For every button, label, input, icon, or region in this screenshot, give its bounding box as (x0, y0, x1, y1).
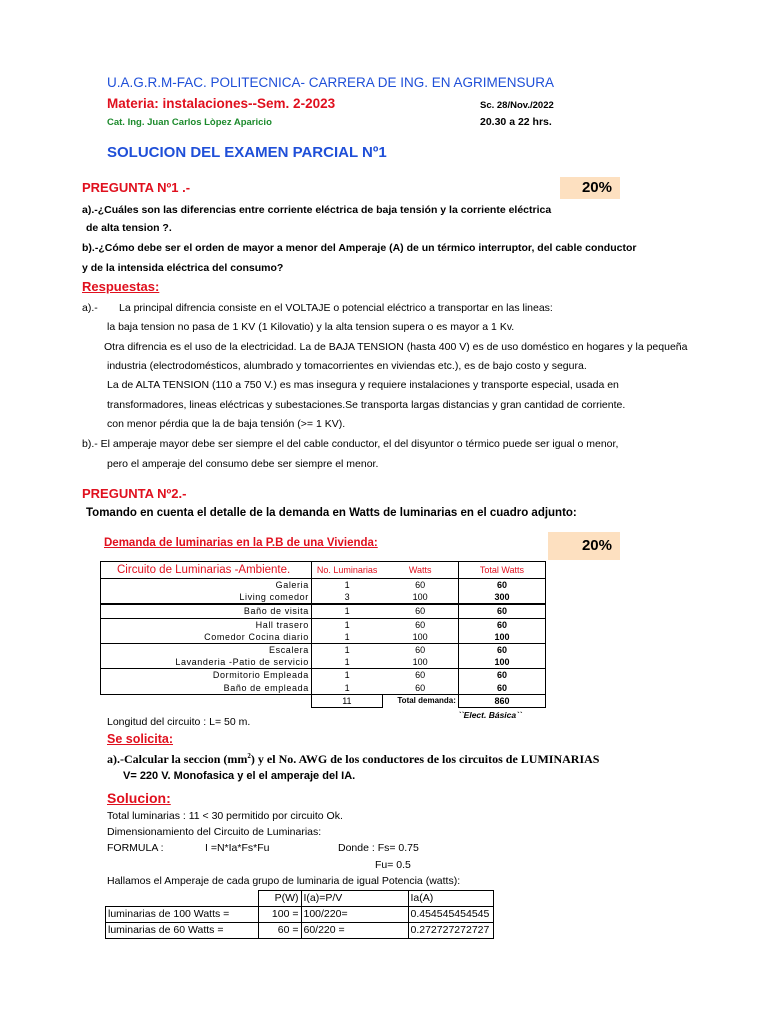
luminaire-total: 60 (458, 643, 545, 656)
luminaire-total: 60 (458, 579, 545, 592)
request-line1-pre: a).-Calcular la seccion (mm (107, 752, 248, 766)
luminaire-watts: 60 (415, 645, 426, 656)
luminaire-watts: 100 (382, 591, 458, 604)
question-1a-line2: de alta tension ?. (86, 222, 172, 234)
luminaire-ambient: Galeria (101, 579, 312, 592)
answer-a-line: la baja tension no pasa de 1 KV (1 Kilovatio) y la alta tension supera o es mayor a 1 Kv. (107, 321, 515, 333)
amp-group-label: luminarias de 100 Watts = (106, 907, 259, 923)
luminaire-watts: 60 (415, 580, 426, 591)
amperage-row (106, 907, 494, 923)
question-1-percent: 20% (560, 177, 620, 199)
total-demand-watts: 860 (458, 694, 545, 707)
amp-col-header-power: P(W) (258, 891, 301, 907)
amp-current: 0.454545454545 (408, 907, 493, 923)
solution-heading: Solucion: (107, 790, 171, 806)
luminaire-watts: 60 (382, 604, 458, 618)
luminaire-count: 1 (311, 656, 382, 669)
luminaire-row (101, 669, 546, 682)
amp-power: 60 = (258, 923, 301, 939)
amperage-table (105, 890, 494, 939)
request-heading: Se solicita: (107, 732, 173, 746)
amp-group-label: luminarias de 60 Watts = (106, 923, 259, 939)
time-label: 20.30 a 22 hrs. (480, 116, 552, 128)
solution-line1: Total luminarias : 11 < 30 permitido por circuito Ok. (107, 810, 343, 822)
luminaire-count: 1 (344, 670, 350, 681)
luminaire-row (101, 682, 546, 695)
professor-name: Cat. Ing. Juan Carlos Lòpez Aparicio (107, 117, 272, 128)
amp-formula: 100/220= (301, 907, 408, 923)
question-1a-line1: a).-¿Cuáles son las diferencias entre corriente eléctrica de baja tensión y la corriente eléctrica (82, 204, 552, 216)
luminaire-row (101, 643, 546, 656)
answer-a-line: industria (electrodomésticos, alumbrado y tomacorrientes en viviendas etc.), es de bajo costo y segura. (107, 360, 587, 372)
answer-a-line: con menor pérdia que la de baja tensión (>= 1 KV). (107, 418, 346, 430)
amperage-intro: Hallamos el Amperaje de cada grupo de luminaria de igual Potencia (watts): (107, 875, 461, 887)
luminaire-count: 1 (311, 631, 382, 644)
luminaire-count: 1 (344, 645, 350, 656)
amp-col-header-current: Ia(A) (408, 891, 493, 907)
page-title: SOLUCION DEL EXAMEN PARCIAL Nº1 (107, 144, 387, 161)
luminaire-ambient: Baño de empleada (101, 682, 312, 695)
question-1-heading: PREGUNTA Nº1 .- (82, 180, 191, 195)
amp-current: 0.272727272727 (408, 923, 493, 939)
circuit-length: Longitud del circuito : L= 50 m. (107, 716, 251, 728)
request-line1-sup: 2 (247, 752, 251, 760)
luminaire-row (101, 656, 546, 669)
answer-a-line: Otra difrencia es el uso de la electricidad. La de BAJA TENSION (hasta 400 V) es de uso doméstico en hogares y la pequeña (104, 341, 688, 353)
luminaire-total: 60 (458, 682, 545, 695)
luminaire-watts: 100 (382, 656, 458, 669)
request-line1 (107, 752, 599, 767)
table-note: ``Elect. Básica`` (458, 710, 522, 720)
luminaire-watts: 100 (382, 631, 458, 644)
question-2-percent: 20% (548, 532, 620, 560)
luminaire-watts: 60 (415, 619, 426, 630)
luminaire-watts: 60 (382, 682, 458, 695)
luminaire-count: 3 (311, 591, 382, 604)
formula-label: FORMULA : (107, 842, 164, 854)
answer-a-line: La de ALTA TENSION (110 a 750 V.) es mas insegura y requiere instalaciones y transporte especial, usada en (107, 379, 619, 391)
answer-b-line2: pero el amperaje del consumo debe ser siempre el menor. (107, 458, 379, 470)
col-header-total: Total Watts (458, 562, 545, 579)
luminaires-table-title: Demanda de luminarias en la P.B de una Vivienda: (104, 537, 378, 549)
luminaire-ambient: Hall trasero (101, 618, 312, 631)
luminaire-ambient: Escalera (101, 643, 312, 656)
total-demand-label: Total demanda: (382, 694, 458, 707)
formula: I =N*Ia*Fs*Fu (205, 842, 270, 854)
luminaire-total: 300 (458, 591, 545, 604)
answer-a-line: transformadores, lineas eléctricas y subestaciones.Se transporta largas distancias y gran cantidad de corriente. (107, 399, 626, 411)
luminaire-ambient: Baño de visita (101, 604, 312, 618)
luminaire-ambient: Dormitorio Empleada (101, 669, 312, 682)
col-header-circuit: Circuito de Luminarias -Ambiente. (101, 562, 312, 579)
date-label: Sc. 28/Nov./2022 (480, 100, 554, 111)
luminaire-total: 60 (458, 669, 545, 682)
amperage-row (106, 923, 494, 939)
luminaire-total: 100 (458, 656, 545, 669)
question-2-heading: PREGUNTA Nº2.- (82, 486, 187, 501)
formula-fu: Fu= 0.5 (375, 859, 411, 871)
total-count: 11 (311, 694, 382, 707)
luminaire-total: 60 (458, 618, 545, 631)
solution-line2: Dimensionamiento del Circuito de Luminarias: (107, 826, 322, 838)
luminaire-ambient: Living comedor (101, 591, 312, 604)
answers-heading: Respuestas: (82, 279, 160, 294)
luminaire-row (101, 591, 546, 604)
question-1b-line2: y de la intensida eléctrica del consumo? (82, 262, 284, 274)
answer-a-line: La principal difrencia consiste en el VOLTAJE o potencial eléctrico a transportar en las lineas: (119, 302, 553, 314)
institution-header: U.A.G.R.M-FAC. POLITECNICA- CARRERA DE ING. EN AGRIMENSURA (107, 75, 555, 90)
col-header-count: No. Luminarias (316, 565, 378, 575)
luminaire-count: 1 (344, 580, 350, 591)
question-1b-line1: b).-¿Cómo debe ser el orden de mayor a menor del Amperaje (A) de un térmico interruptor, del cable conductor (82, 242, 637, 254)
request-line2: V= 220 V. Monofasica y el el amperaje del IA. (123, 770, 356, 782)
luminaire-row (101, 604, 546, 618)
amp-power: 100 = (258, 907, 301, 923)
luminaire-ambient: Lavanderia -Patio de servicio (101, 656, 312, 669)
luminaire-watts: 60 (415, 670, 426, 681)
luminaire-total: 100 (458, 631, 545, 644)
luminaire-ambient: Comedor Cocina diario (101, 631, 312, 644)
luminaire-row (101, 631, 546, 644)
question-2-intro: Tomando en cuenta el detalle de la demanda en Watts de luminarias en el cuadro adjunto: (86, 507, 577, 519)
luminaire-row (101, 579, 546, 592)
luminaire-total: 60 (458, 604, 545, 618)
answer-a-label: a).- (82, 302, 98, 314)
formula-fs: Donde : Fs= 0.75 (338, 842, 419, 854)
request-line1-post: ) y el No. AWG de los conductores de los circuitos de LUMINARIAS (250, 752, 600, 766)
answer-b-line1: b).- El amperaje mayor debe ser siempre el del cable conductor, el del disyuntor o térmico puede ser igual o menor, (82, 438, 619, 450)
amp-col-header-formula: I(a)=P/V (301, 891, 408, 907)
luminaire-row (101, 618, 546, 631)
amp-formula: 60/220 = (301, 923, 408, 939)
luminaire-count: 1 (311, 682, 382, 695)
subject-header: Materia: instalaciones--Sem. 2-2023 (107, 96, 336, 111)
luminaire-count: 1 (344, 619, 350, 630)
luminaire-count: 1 (311, 604, 382, 618)
col-header-watts: Watts (408, 565, 432, 575)
amp-col-header-blank (106, 891, 259, 907)
luminaires-table (100, 561, 546, 708)
